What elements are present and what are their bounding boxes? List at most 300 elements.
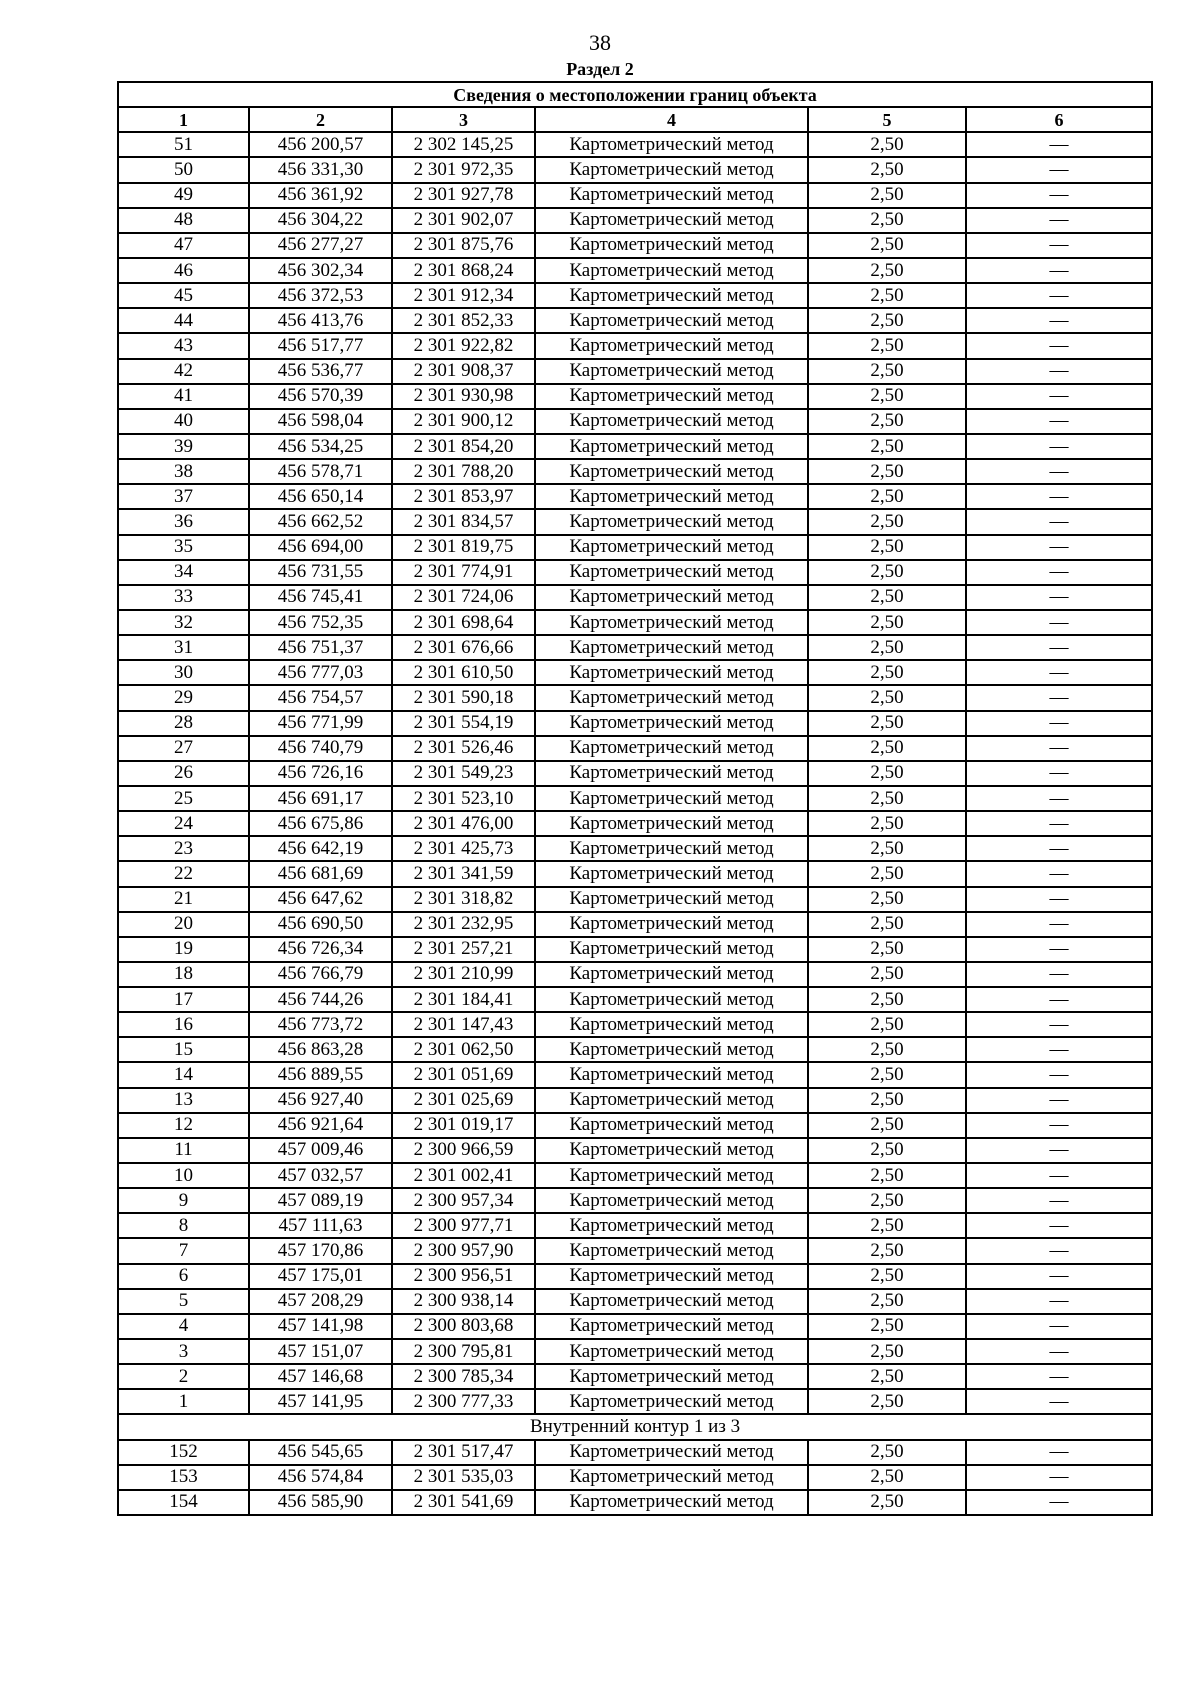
- y-coordinate: 2 300 803,68: [392, 1314, 535, 1339]
- table-row: [118, 434, 1152, 459]
- table-row: [118, 1364, 1152, 1389]
- table-row: [118, 660, 1152, 685]
- y-coordinate: 2 301 868,24: [392, 258, 535, 283]
- point-number: 28: [118, 711, 249, 736]
- accuracy-value: 2,50: [808, 836, 966, 861]
- description-cell: —: [966, 962, 1152, 987]
- column-header: 6: [966, 107, 1152, 132]
- determination-method: Картометрический метод: [535, 1138, 808, 1163]
- accuracy-value: 2,50: [808, 711, 966, 736]
- x-coordinate: 457 175,01: [249, 1264, 392, 1289]
- x-coordinate: 456 277,27: [249, 233, 392, 258]
- description-cell: —: [966, 258, 1152, 283]
- description-cell: —: [966, 987, 1152, 1012]
- point-number: 39: [118, 434, 249, 459]
- x-coordinate: 456 650,14: [249, 484, 392, 509]
- table-row: [118, 1314, 1152, 1339]
- y-coordinate: 2 301 476,00: [392, 811, 535, 836]
- determination-method: Картометрический метод: [535, 962, 808, 987]
- point-number: 1: [118, 1389, 249, 1414]
- y-coordinate: 2 301 341,59: [392, 861, 535, 886]
- point-number: 46: [118, 258, 249, 283]
- accuracy-value: 2,50: [808, 484, 966, 509]
- accuracy-value: 2,50: [808, 1364, 966, 1389]
- y-coordinate: 2 300 938,14: [392, 1289, 535, 1314]
- determination-method: Картометрический метод: [535, 736, 808, 761]
- accuracy-value: 2,50: [808, 635, 966, 660]
- determination-method: Картометрический метод: [535, 585, 808, 610]
- x-coordinate: 456 726,16: [249, 761, 392, 786]
- accuracy-value: 2,50: [808, 535, 966, 560]
- x-coordinate: 456 752,35: [249, 610, 392, 635]
- description-cell: —: [966, 484, 1152, 509]
- table-row: [118, 183, 1152, 208]
- point-number: 44: [118, 308, 249, 333]
- table-row: [118, 1163, 1152, 1188]
- y-coordinate: 2 301 972,35: [392, 157, 535, 182]
- table-row: [118, 962, 1152, 987]
- x-coordinate: 457 032,57: [249, 1163, 392, 1188]
- point-number: 35: [118, 535, 249, 560]
- table-row: [118, 1062, 1152, 1087]
- determination-method: Картометрический метод: [535, 1314, 808, 1339]
- table-row: [118, 1389, 1152, 1414]
- y-coordinate: 2 301 541,69: [392, 1490, 535, 1515]
- x-coordinate: 456 681,69: [249, 861, 392, 886]
- description-cell: —: [966, 359, 1152, 384]
- point-number: 12: [118, 1113, 249, 1138]
- point-number: 51: [118, 132, 249, 157]
- x-coordinate: 456 751,37: [249, 635, 392, 660]
- description-cell: —: [966, 1440, 1152, 1465]
- y-coordinate: 2 300 795,81: [392, 1339, 535, 1364]
- description-cell: —: [966, 836, 1152, 861]
- x-coordinate: 456 740,79: [249, 736, 392, 761]
- determination-method: Картометрический метод: [535, 233, 808, 258]
- point-number: 8: [118, 1213, 249, 1238]
- y-coordinate: 2 301 788,20: [392, 459, 535, 484]
- table-head: [118, 82, 1152, 132]
- y-coordinate: 2 301 610,50: [392, 660, 535, 685]
- table-row: [118, 811, 1152, 836]
- determination-method: Картометрический метод: [535, 484, 808, 509]
- y-coordinate: 2 301 724,06: [392, 585, 535, 610]
- y-coordinate: 2 301 590,18: [392, 685, 535, 710]
- y-coordinate: 2 301 147,43: [392, 1012, 535, 1037]
- determination-method: Картометрический метод: [535, 887, 808, 912]
- accuracy-value: 2,50: [808, 962, 966, 987]
- determination-method: Картометрический метод: [535, 308, 808, 333]
- x-coordinate: 456 517,77: [249, 333, 392, 358]
- point-number: 36: [118, 509, 249, 534]
- point-number: 6: [118, 1264, 249, 1289]
- table-row: [118, 233, 1152, 258]
- point-number: 34: [118, 560, 249, 585]
- determination-method: Картометрический метод: [535, 283, 808, 308]
- x-coordinate: 456 302,34: [249, 258, 392, 283]
- table-row: [118, 635, 1152, 660]
- x-coordinate: 456 534,25: [249, 434, 392, 459]
- y-coordinate: 2 300 956,51: [392, 1264, 535, 1289]
- point-number: 43: [118, 333, 249, 358]
- accuracy-value: 2,50: [808, 1037, 966, 1062]
- table-title-row: [118, 82, 1152, 107]
- accuracy-value: 2,50: [808, 157, 966, 182]
- determination-method: Картометрический метод: [535, 535, 808, 560]
- description-cell: —: [966, 1289, 1152, 1314]
- description-cell: —: [966, 585, 1152, 610]
- x-coordinate: 456 754,57: [249, 685, 392, 710]
- point-number: 19: [118, 937, 249, 962]
- determination-method: Картометрический метод: [535, 811, 808, 836]
- point-number: 32: [118, 610, 249, 635]
- y-coordinate: 2 301 774,91: [392, 560, 535, 585]
- point-number: 7: [118, 1238, 249, 1263]
- accuracy-value: 2,50: [808, 560, 966, 585]
- description-cell: —: [966, 183, 1152, 208]
- determination-method: Картометрический метод: [535, 1289, 808, 1314]
- determination-method: Картометрический метод: [535, 786, 808, 811]
- y-coordinate: 2 300 957,90: [392, 1238, 535, 1263]
- point-number: 33: [118, 585, 249, 610]
- accuracy-value: 2,50: [808, 736, 966, 761]
- description-cell: —: [966, 610, 1152, 635]
- table-row: [118, 560, 1152, 585]
- determination-method: Картометрический метод: [535, 1490, 808, 1515]
- point-number: 47: [118, 233, 249, 258]
- x-coordinate: 456 372,53: [249, 283, 392, 308]
- description-cell: —: [966, 459, 1152, 484]
- accuracy-value: 2,50: [808, 685, 966, 710]
- point-number: 23: [118, 836, 249, 861]
- determination-method: Картометрический метод: [535, 1188, 808, 1213]
- y-coordinate: 2 301 676,66: [392, 635, 535, 660]
- determination-method: Картометрический метод: [535, 1339, 808, 1364]
- description-cell: —: [966, 912, 1152, 937]
- determination-method: Картометрический метод: [535, 1088, 808, 1113]
- accuracy-value: 2,50: [808, 1490, 966, 1515]
- determination-method: Картометрический метод: [535, 987, 808, 1012]
- table-row: [118, 1213, 1152, 1238]
- accuracy-value: 2,50: [808, 1138, 966, 1163]
- description-cell: —: [966, 811, 1152, 836]
- point-number: 49: [118, 183, 249, 208]
- point-number: 42: [118, 359, 249, 384]
- table-row: [118, 887, 1152, 912]
- description-cell: —: [966, 333, 1152, 358]
- determination-method: Картометрический метод: [535, 861, 808, 886]
- accuracy-value: 2,50: [808, 434, 966, 459]
- y-coordinate: 2 301 927,78: [392, 183, 535, 208]
- point-number: 50: [118, 157, 249, 182]
- y-coordinate: 2 301 257,21: [392, 937, 535, 962]
- determination-method: Картометрический метод: [535, 1440, 808, 1465]
- accuracy-value: 2,50: [808, 1465, 966, 1490]
- table-row: [118, 711, 1152, 736]
- description-cell: —: [966, 434, 1152, 459]
- column-header: 5: [808, 107, 966, 132]
- point-number: 38: [118, 459, 249, 484]
- determination-method: Картометрический метод: [535, 1465, 808, 1490]
- determination-method: Картометрический метод: [535, 610, 808, 635]
- table-row: [118, 1440, 1152, 1465]
- point-number: 26: [118, 761, 249, 786]
- accuracy-value: 2,50: [808, 987, 966, 1012]
- x-coordinate: 456 578,71: [249, 459, 392, 484]
- accuracy-value: 2,50: [808, 1314, 966, 1339]
- y-coordinate: 2 301 853,97: [392, 484, 535, 509]
- table-body: [118, 132, 1152, 1515]
- y-coordinate: 2 301 549,23: [392, 761, 535, 786]
- x-coordinate: 457 208,29: [249, 1289, 392, 1314]
- description-cell: —: [966, 711, 1152, 736]
- point-number: 4: [118, 1314, 249, 1339]
- y-coordinate: 2 301 019,17: [392, 1113, 535, 1138]
- y-coordinate: 2 301 854,20: [392, 434, 535, 459]
- x-coordinate: 456 691,17: [249, 786, 392, 811]
- x-coordinate: 456 773,72: [249, 1012, 392, 1037]
- point-number: 154: [118, 1490, 249, 1515]
- description-cell: —: [966, 660, 1152, 685]
- point-number: 152: [118, 1440, 249, 1465]
- accuracy-value: 2,50: [808, 333, 966, 358]
- description-cell: —: [966, 1138, 1152, 1163]
- point-number: 29: [118, 685, 249, 710]
- point-number: 37: [118, 484, 249, 509]
- description-cell: —: [966, 1188, 1152, 1213]
- table-title: Сведения о местоположении границ объекта: [118, 82, 1152, 107]
- point-number: 18: [118, 962, 249, 987]
- table-row: [118, 484, 1152, 509]
- description-cell: —: [966, 132, 1152, 157]
- description-cell: —: [966, 1314, 1152, 1339]
- y-coordinate: 2 301 210,99: [392, 962, 535, 987]
- determination-method: Картометрический метод: [535, 1012, 808, 1037]
- accuracy-value: 2,50: [808, 1440, 966, 1465]
- x-coordinate: 456 642,19: [249, 836, 392, 861]
- accuracy-value: 2,50: [808, 384, 966, 409]
- description-cell: —: [966, 887, 1152, 912]
- point-number: 14: [118, 1062, 249, 1087]
- y-coordinate: 2 300 785,34: [392, 1364, 535, 1389]
- y-coordinate: 2 301 698,64: [392, 610, 535, 635]
- determination-method: Картометрический метод: [535, 1238, 808, 1263]
- x-coordinate: 456 921,64: [249, 1113, 392, 1138]
- column-header: 4: [535, 107, 808, 132]
- x-coordinate: 456 745,41: [249, 585, 392, 610]
- accuracy-value: 2,50: [808, 1339, 966, 1364]
- point-number: 153: [118, 1465, 249, 1490]
- x-coordinate: 456 361,92: [249, 183, 392, 208]
- accuracy-value: 2,50: [808, 208, 966, 233]
- x-coordinate: 456 744,26: [249, 987, 392, 1012]
- accuracy-value: 2,50: [808, 359, 966, 384]
- table-row: [118, 258, 1152, 283]
- x-coordinate: 457 141,95: [249, 1389, 392, 1414]
- x-coordinate: 456 331,30: [249, 157, 392, 182]
- description-cell: —: [966, 1389, 1152, 1414]
- accuracy-value: 2,50: [808, 610, 966, 635]
- y-coordinate: 2 302 145,25: [392, 132, 535, 157]
- x-coordinate: 456 766,79: [249, 962, 392, 987]
- table-row: [118, 1037, 1152, 1062]
- description-cell: —: [966, 1012, 1152, 1037]
- table-row: [118, 1490, 1152, 1515]
- x-coordinate: 456 570,39: [249, 384, 392, 409]
- table-row: [118, 535, 1152, 560]
- description-cell: —: [966, 937, 1152, 962]
- accuracy-value: 2,50: [808, 283, 966, 308]
- x-coordinate: 457 111,63: [249, 1213, 392, 1238]
- accuracy-value: 2,50: [808, 861, 966, 886]
- y-coordinate: 2 301 523,10: [392, 786, 535, 811]
- accuracy-value: 2,50: [808, 183, 966, 208]
- point-number: 20: [118, 912, 249, 937]
- description-cell: —: [966, 1339, 1152, 1364]
- determination-method: Картометрический метод: [535, 183, 808, 208]
- x-coordinate: 457 170,86: [249, 1238, 392, 1263]
- column-header-row: [118, 107, 1152, 132]
- point-number: 45: [118, 283, 249, 308]
- y-coordinate: 2 301 318,82: [392, 887, 535, 912]
- inner-contour-label: Внутренний контур 1 из 3: [118, 1414, 1152, 1439]
- determination-method: Картометрический метод: [535, 1389, 808, 1414]
- accuracy-value: 2,50: [808, 308, 966, 333]
- x-coordinate: 456 662,52: [249, 509, 392, 534]
- point-number: 24: [118, 811, 249, 836]
- determination-method: Картометрический метод: [535, 359, 808, 384]
- point-number: 2: [118, 1364, 249, 1389]
- y-coordinate: 2 300 977,71: [392, 1213, 535, 1238]
- point-number: 15: [118, 1037, 249, 1062]
- y-coordinate: 2 301 930,98: [392, 384, 535, 409]
- column-header: 2: [249, 107, 392, 132]
- x-coordinate: 456 863,28: [249, 1037, 392, 1062]
- description-cell: —: [966, 233, 1152, 258]
- description-cell: —: [966, 1088, 1152, 1113]
- x-coordinate: 456 726,34: [249, 937, 392, 962]
- accuracy-value: 2,50: [808, 1238, 966, 1263]
- determination-method: Картометрический метод: [535, 509, 808, 534]
- point-number: 17: [118, 987, 249, 1012]
- determination-method: Картометрический метод: [535, 1264, 808, 1289]
- table-row: [118, 208, 1152, 233]
- description-cell: —: [966, 509, 1152, 534]
- accuracy-value: 2,50: [808, 912, 966, 937]
- description-cell: —: [966, 1113, 1152, 1138]
- determination-method: Картометрический метод: [535, 258, 808, 283]
- accuracy-value: 2,50: [808, 459, 966, 484]
- description-cell: —: [966, 861, 1152, 886]
- determination-method: Картометрический метод: [535, 1113, 808, 1138]
- x-coordinate: 456 585,90: [249, 1490, 392, 1515]
- accuracy-value: 2,50: [808, 1289, 966, 1314]
- x-coordinate: 457 089,19: [249, 1188, 392, 1213]
- point-number: 21: [118, 887, 249, 912]
- table-row: [118, 132, 1152, 157]
- table-row: [118, 1289, 1152, 1314]
- y-coordinate: 2 301 875,76: [392, 233, 535, 258]
- table-row: [118, 585, 1152, 610]
- table-row: [118, 509, 1152, 534]
- table-row: [118, 1138, 1152, 1163]
- determination-method: Картометрический метод: [535, 384, 808, 409]
- y-coordinate: 2 301 554,19: [392, 711, 535, 736]
- x-coordinate: 456 200,57: [249, 132, 392, 157]
- point-number: 3: [118, 1339, 249, 1364]
- table-row: [118, 1012, 1152, 1037]
- table-row: [118, 283, 1152, 308]
- determination-method: Картометрический метод: [535, 409, 808, 434]
- table-row: [118, 459, 1152, 484]
- column-header: 1: [118, 107, 249, 132]
- x-coordinate: 456 694,00: [249, 535, 392, 560]
- accuracy-value: 2,50: [808, 1188, 966, 1213]
- y-coordinate: 2 301 517,47: [392, 1440, 535, 1465]
- description-cell: —: [966, 786, 1152, 811]
- accuracy-value: 2,50: [808, 509, 966, 534]
- x-coordinate: 457 009,46: [249, 1138, 392, 1163]
- determination-method: Картометрический метод: [535, 1213, 808, 1238]
- accuracy-value: 2,50: [808, 660, 966, 685]
- y-coordinate: 2 300 777,33: [392, 1389, 535, 1414]
- point-number: 16: [118, 1012, 249, 1037]
- determination-method: Картометрический метод: [535, 1364, 808, 1389]
- determination-method: Картометрический метод: [535, 912, 808, 937]
- x-coordinate: 456 574,84: [249, 1465, 392, 1490]
- description-cell: —: [966, 761, 1152, 786]
- table-row: [118, 1264, 1152, 1289]
- description-cell: —: [966, 560, 1152, 585]
- y-coordinate: 2 301 051,69: [392, 1062, 535, 1087]
- x-coordinate: 456 777,03: [249, 660, 392, 685]
- y-coordinate: 2 301 232,95: [392, 912, 535, 937]
- table-row: [118, 836, 1152, 861]
- description-cell: —: [966, 635, 1152, 660]
- table-row: [118, 761, 1152, 786]
- determination-method: Картометрический метод: [535, 660, 808, 685]
- point-number: 13: [118, 1088, 249, 1113]
- description-cell: —: [966, 1264, 1152, 1289]
- point-number: 40: [118, 409, 249, 434]
- accuracy-value: 2,50: [808, 811, 966, 836]
- determination-method: Картометрический метод: [535, 836, 808, 861]
- table-row: [118, 333, 1152, 358]
- table-row: [118, 1113, 1152, 1138]
- x-coordinate: 456 647,62: [249, 887, 392, 912]
- table-row: [118, 937, 1152, 962]
- y-coordinate: 2 301 184,41: [392, 987, 535, 1012]
- determination-method: Картометрический метод: [535, 937, 808, 962]
- y-coordinate: 2 300 957,34: [392, 1188, 535, 1213]
- point-number: 30: [118, 660, 249, 685]
- determination-method: Картометрический метод: [535, 333, 808, 358]
- description-cell: —: [966, 1062, 1152, 1087]
- accuracy-value: 2,50: [808, 1389, 966, 1414]
- x-coordinate: 456 690,50: [249, 912, 392, 937]
- table-row: [118, 786, 1152, 811]
- table-row: [118, 987, 1152, 1012]
- description-cell: —: [966, 283, 1152, 308]
- point-number: 11: [118, 1138, 249, 1163]
- accuracy-value: 2,50: [808, 1264, 966, 1289]
- determination-method: Картометрический метод: [535, 711, 808, 736]
- inner-contour-row: [118, 1414, 1152, 1439]
- description-cell: —: [966, 308, 1152, 333]
- accuracy-value: 2,50: [808, 887, 966, 912]
- point-number: 5: [118, 1289, 249, 1314]
- accuracy-value: 2,50: [808, 1062, 966, 1087]
